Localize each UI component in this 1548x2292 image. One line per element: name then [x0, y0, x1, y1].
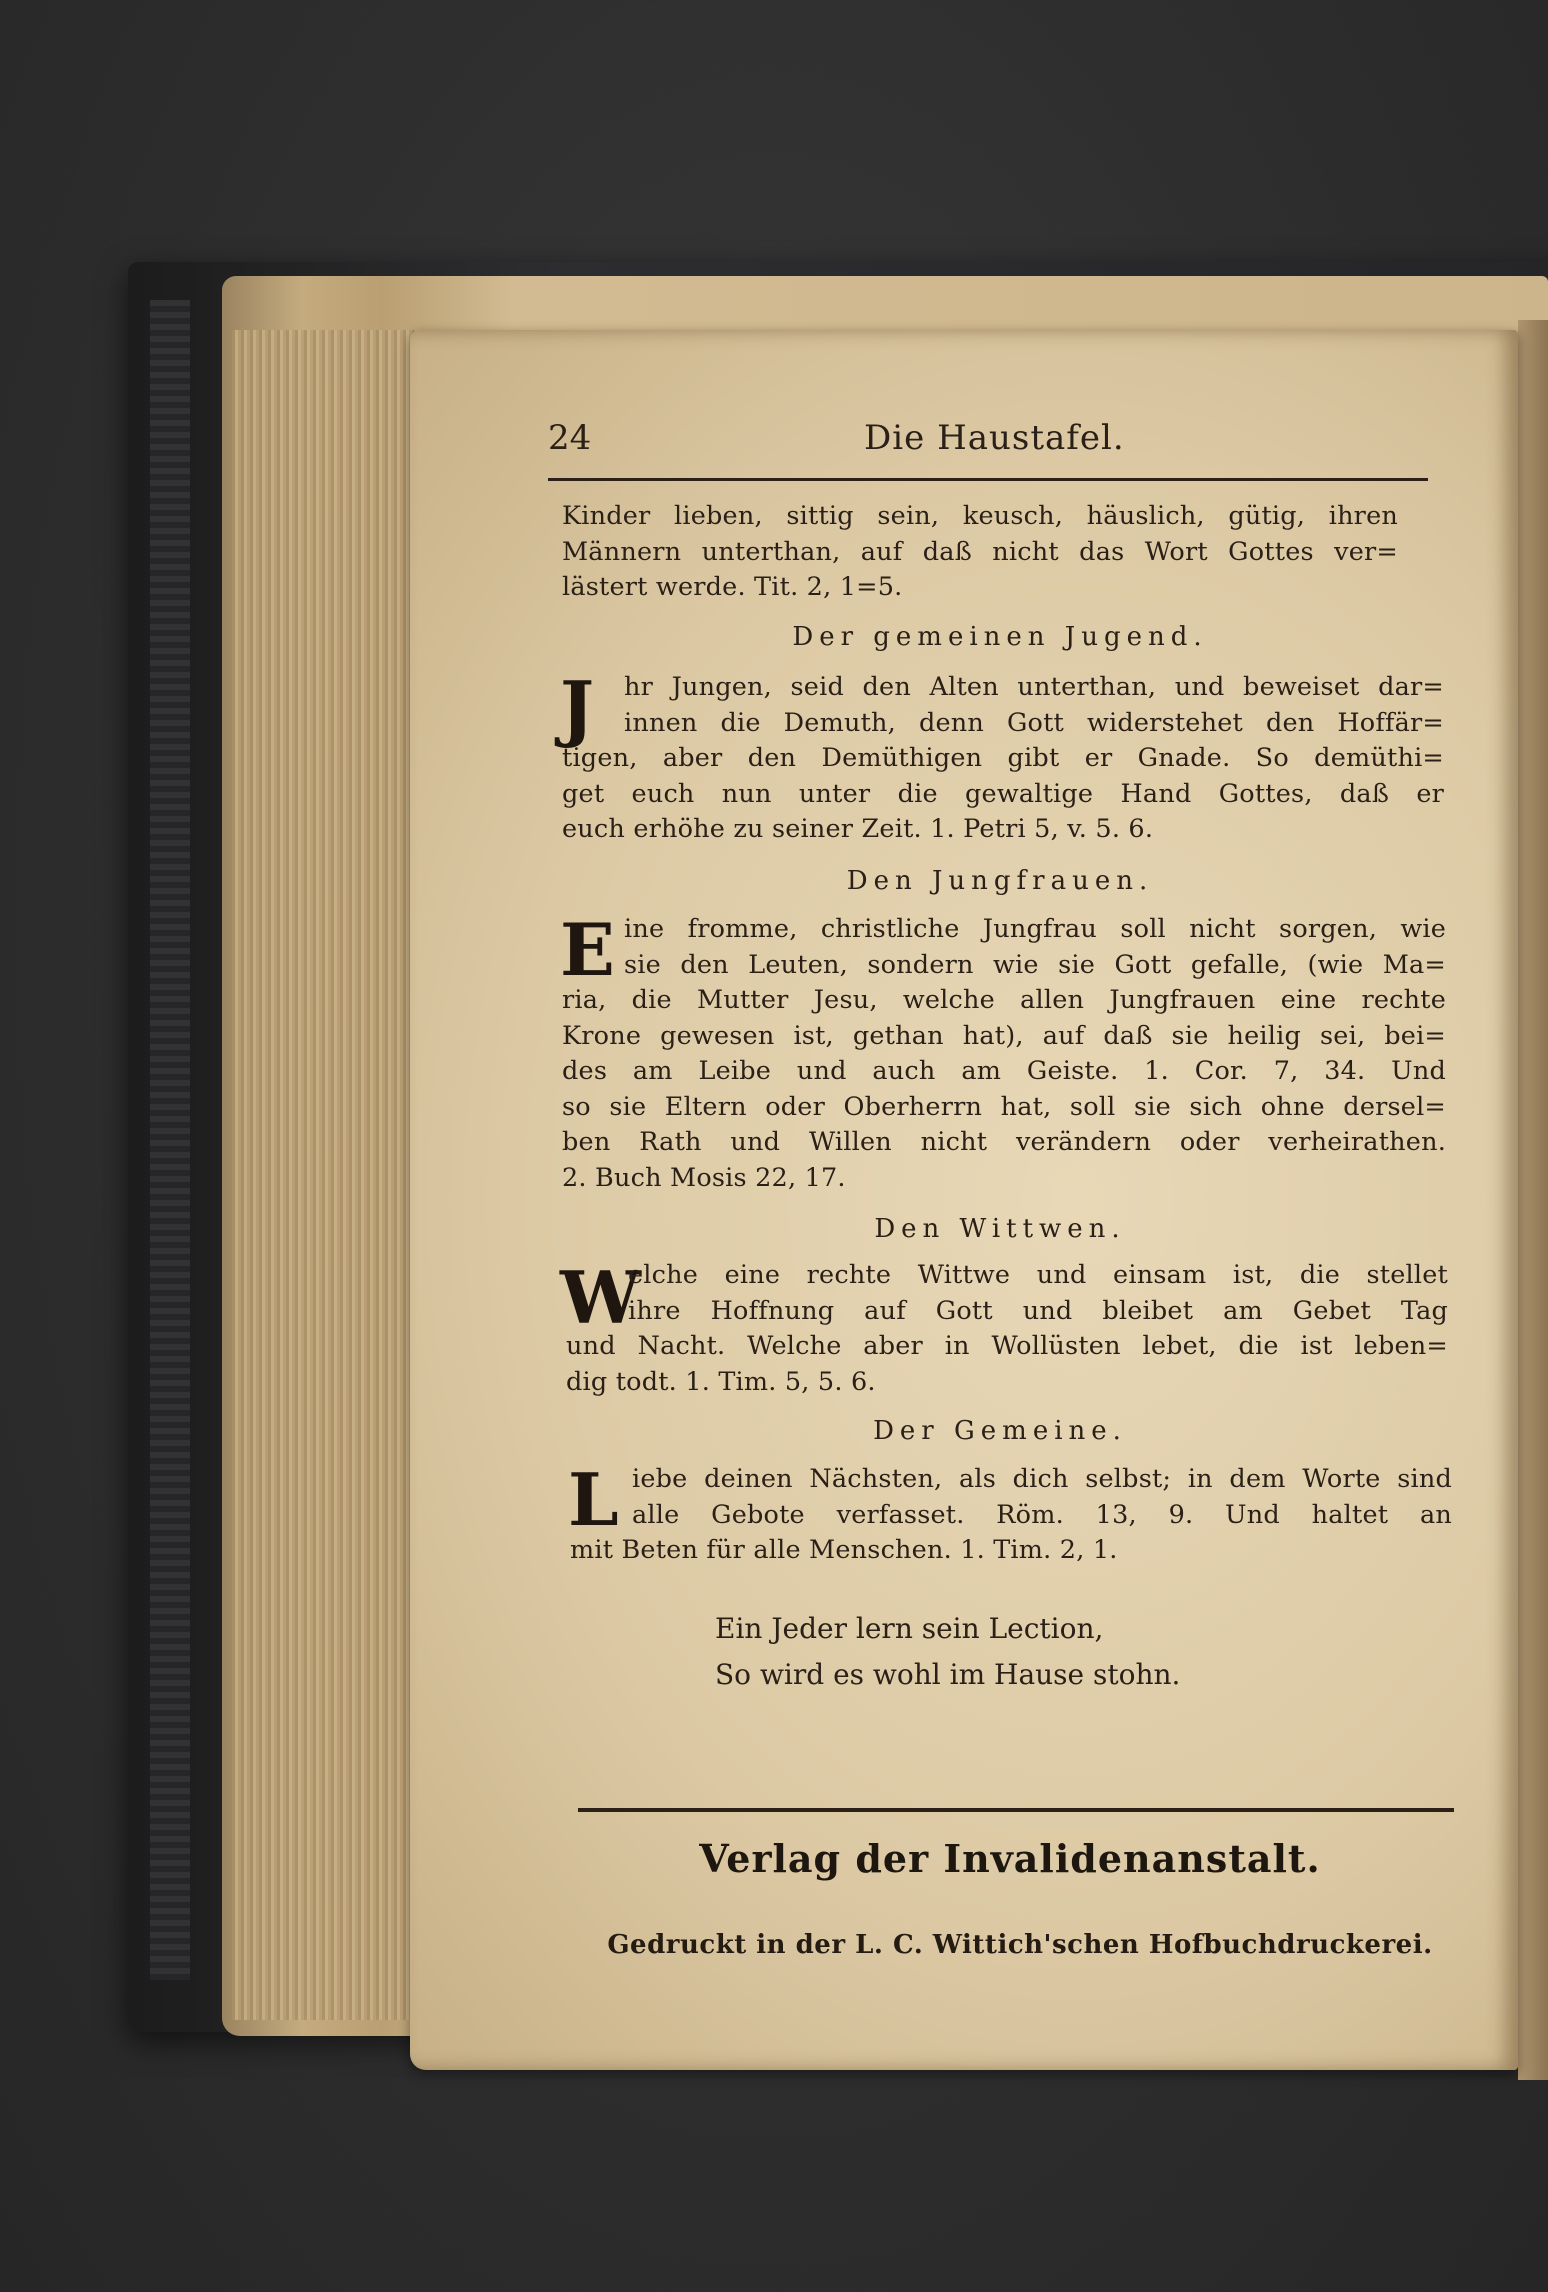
paragraph-line: get euch nun unter die gewaltige Hand Gottes, daß er — [562, 778, 1444, 809]
intro-line: lästert werde. Tit. 2, 1=5. — [562, 572, 903, 602]
section-paragraph — [568, 1457, 1452, 1569]
section-paragraph — [560, 907, 1446, 1196]
section-paragraph — [560, 665, 1444, 848]
page-edges — [232, 330, 422, 2020]
page-number: 24 — [548, 418, 592, 458]
paragraph-line: 2. Buch Mosis 22, 17. — [562, 1162, 846, 1193]
section-heading: Der Gemeine. — [873, 1416, 1127, 1446]
intro-paragraph — [562, 499, 1398, 606]
paragraph-line: des am Leibe und auch am Geiste. 1. Cor. 7, 34. Und — [562, 1056, 1446, 1086]
verse-line: Ein Jeder lern sein Lection, — [715, 1612, 1104, 1645]
facing-page-edge — [1518, 320, 1548, 2080]
paragraph-line: sie den Leuten, sondern wie sie Gott gefalle, (wie Ma= — [624, 949, 1446, 980]
paragraph-line: tigen, aber den Demüthigen gibt er Gnade. So demüthi= — [562, 743, 1444, 773]
paragraph-line: ria, die Mutter Jesu, welche allen Jungfrauen eine rechte — [562, 985, 1446, 1015]
paragraph-line: ben Rath und Willen nicht verändern oder verheirathen. — [562, 1127, 1446, 1157]
verse-line: So wird es wohl im Hause stohn. — [715, 1658, 1181, 1691]
drop-cap: W — [560, 1255, 641, 1340]
drop-cap: J — [560, 665, 595, 750]
paragraph-line: so sie Eltern oder Oberherrn hat, soll sie sich ohne dersel= — [562, 1091, 1446, 1122]
header-rule — [548, 478, 1428, 481]
paragraph-line: ihre Hoffnung auf Gott und bleibet am Gebet Tag — [628, 1295, 1448, 1326]
paragraph-line: ine fromme, christliche Jungfrau soll nicht sorgen, wie — [624, 914, 1446, 944]
section-heading: Der gemeinen Jugend. — [792, 622, 1208, 652]
drop-cap: E — [560, 907, 615, 992]
paragraph-line: iebe deinen Nächsten, als dich selbst; in dem Worte sind — [632, 1464, 1452, 1494]
drop-cap: L — [568, 1457, 619, 1542]
closing-verse — [715, 1606, 1180, 1698]
paragraph-line: alle Gebote verfasset. Röm. 13, 9. Und haltet an — [632, 1499, 1452, 1530]
paragraph-line: innen die Demuth, denn Gott widerstehet den Hoffär= — [624, 707, 1444, 738]
book-spine-edge — [150, 300, 190, 1980]
intro-line: Männern unterthan, auf daß nicht das Wort Gottes ver= — [562, 536, 1398, 567]
paragraph-line: euch erhöhe zu seiner Zeit. 1. Petri 5, v. 5. 6. — [562, 814, 1154, 844]
paragraph-line: mit Beten für alle Menschen. 1. Tim. 2, 1. — [570, 1535, 1118, 1565]
paragraph-line: und Nacht. Welche aber in Wollüsten lebet, die ist leben= — [566, 1331, 1448, 1361]
section-paragraph — [566, 1258, 1448, 1400]
paragraph-line: elche eine rechte Wittwe und einsam ist, die stellet — [628, 1260, 1448, 1290]
paragraph-line: hr Jungen, seid den Alten unterthan, und beweiset dar= — [624, 672, 1444, 702]
running-title: Die Haustafel. — [864, 418, 1125, 458]
section-heading: Den Wittwen. — [874, 1214, 1126, 1244]
publisher-imprint: Verlag der Invalidenanstalt. — [699, 1836, 1321, 1881]
intro-line: Kinder lieben, sittig sein, keusch, häuslich, gütig, ihren — [562, 501, 1398, 531]
section-heading: Den Jungfrauen. — [846, 866, 1154, 896]
paragraph-line: dig todt. 1. Tim. 5, 5. 6. — [566, 1366, 876, 1397]
printer-imprint: Gedruckt in der L. C. Wittich'schen Hofbuchdruckerei. — [607, 1930, 1433, 1960]
paragraph-line: Krone gewesen ist, gethan hat), auf daß sie heilig sei, bei= — [562, 1020, 1446, 1051]
footer-rule — [578, 1808, 1454, 1812]
